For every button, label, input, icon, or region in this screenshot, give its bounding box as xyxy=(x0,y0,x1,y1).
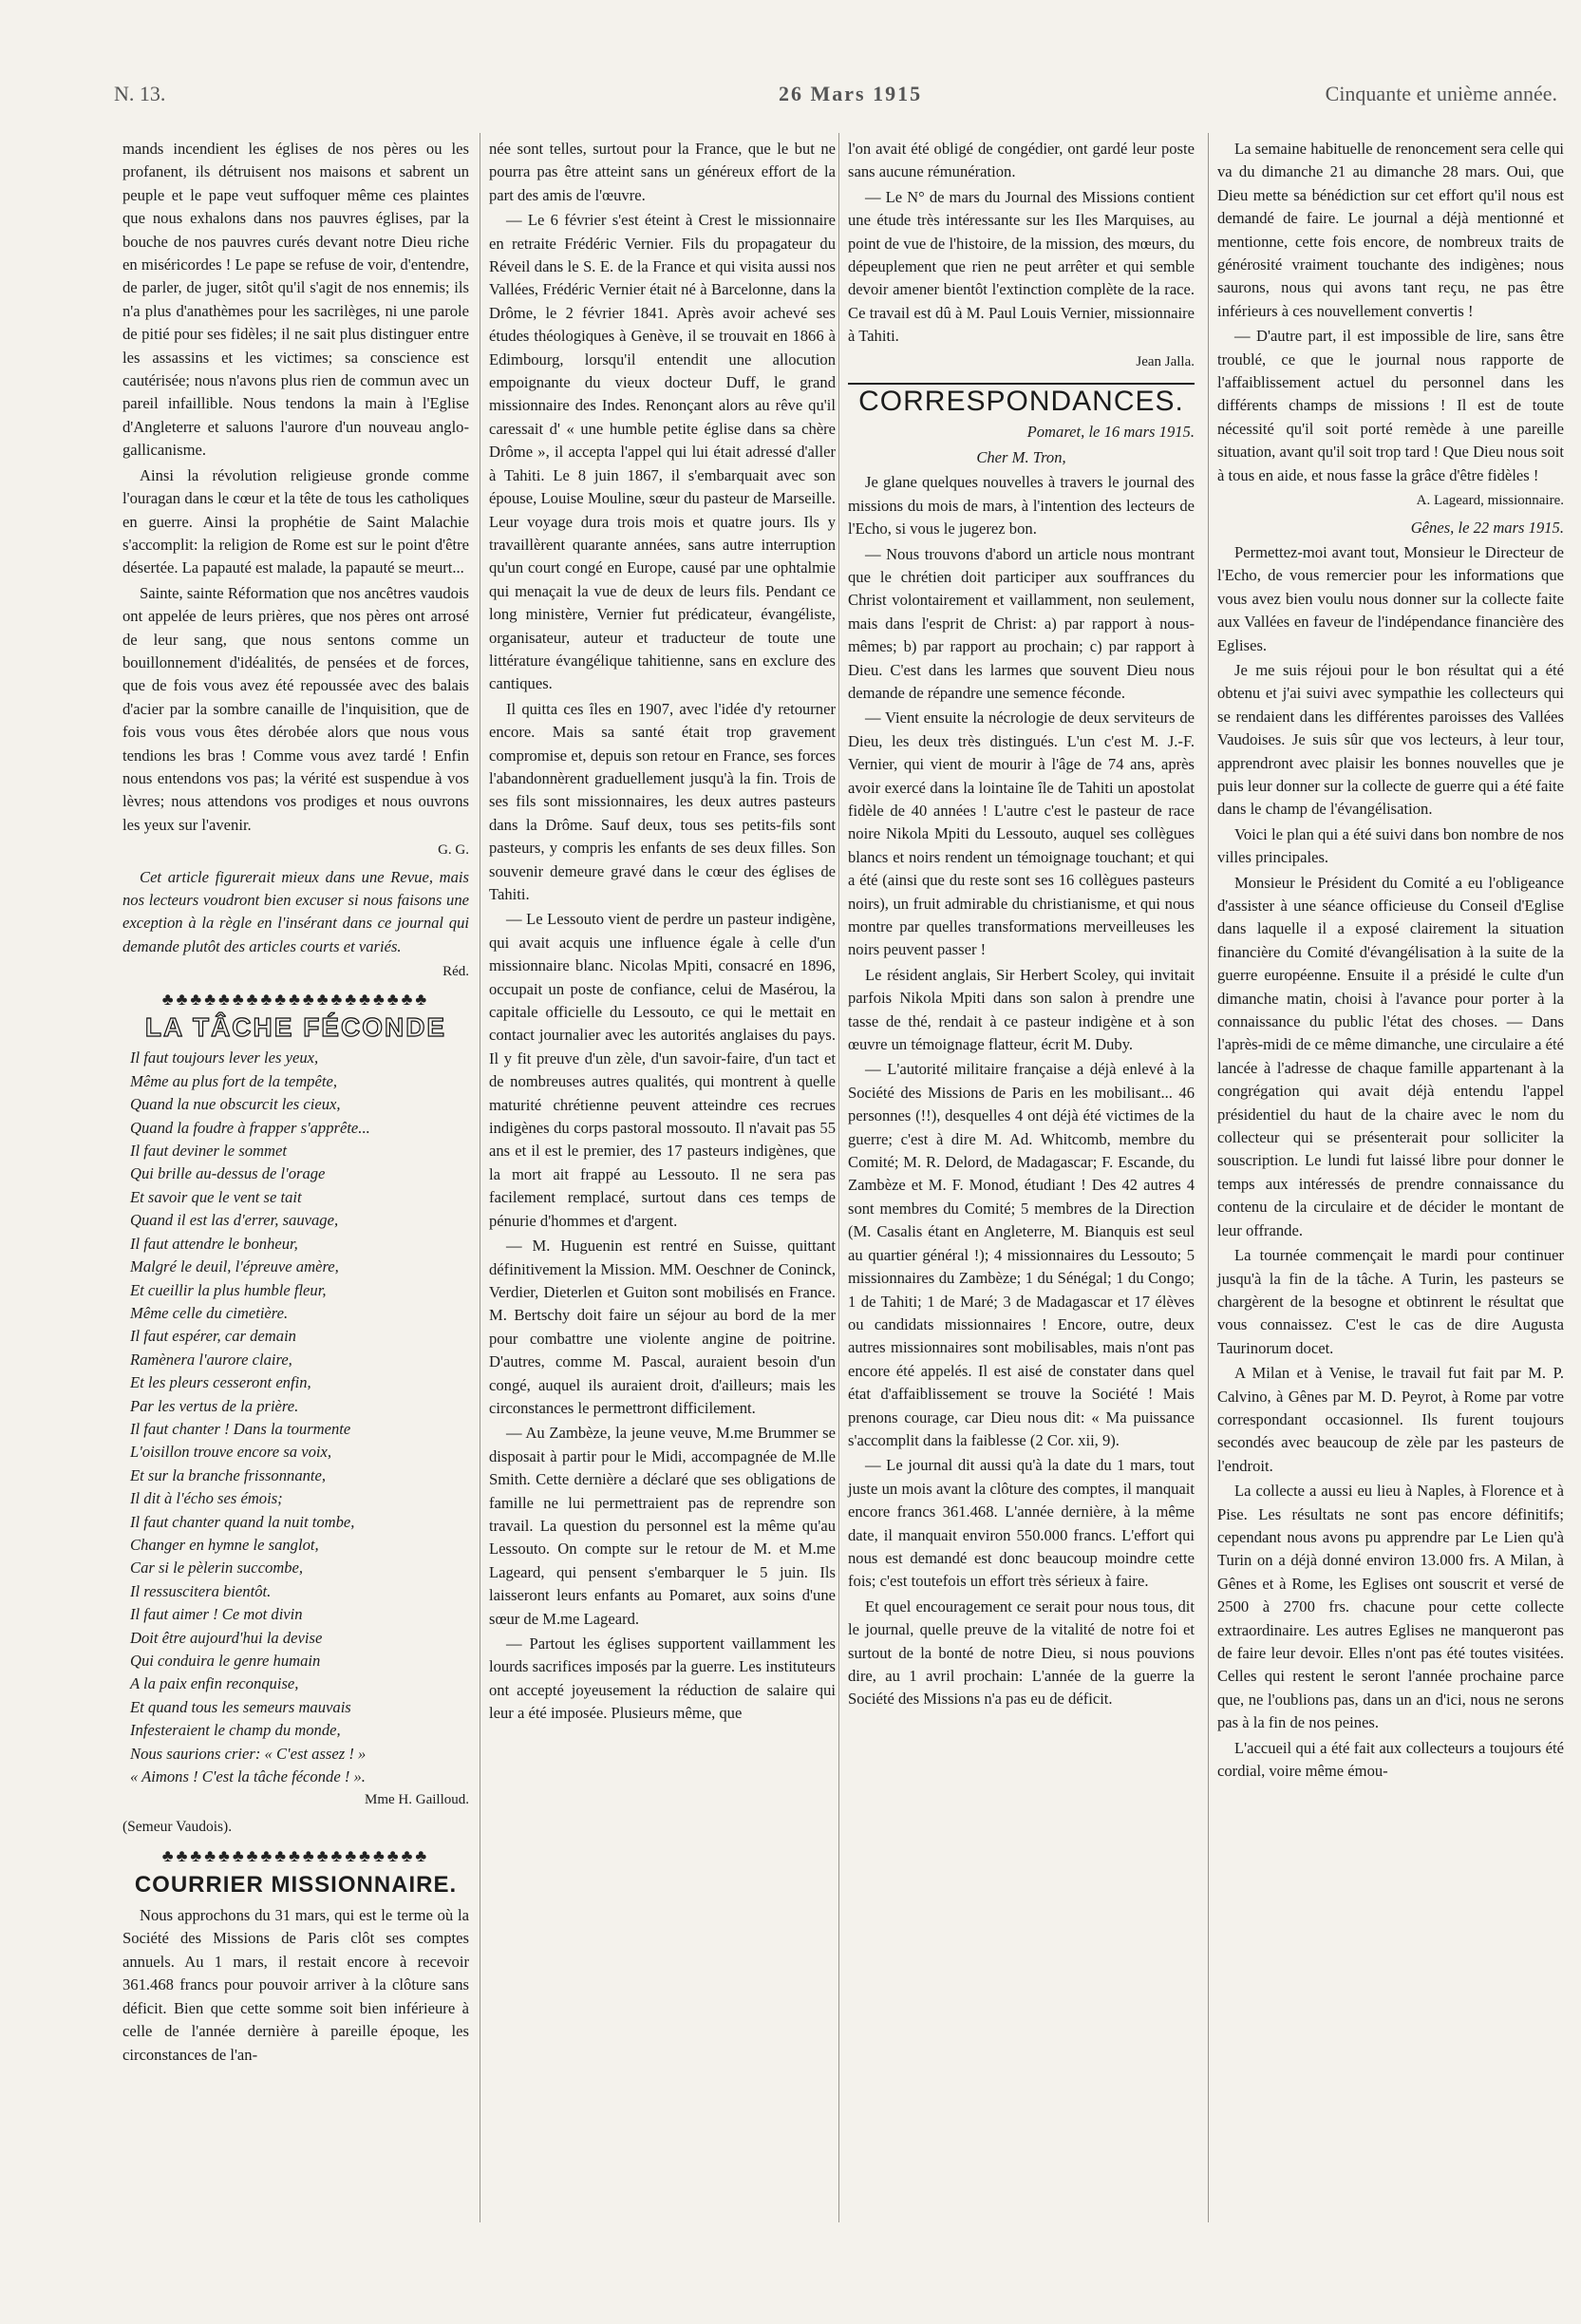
column-divider xyxy=(838,133,839,2222)
article-paragraph: Nous approchons du 31 mars, qui est le terme où la Société des Missions de Paris clôt ses comptes annuels. Au 1 mars, il restait encore à recevoir 361.468 francs pour pouvoir arriver à la clôture sans déficit. Bien que cette somme soit bien inférieure à celle de l'année dernière à pareille époque, les circonstances de l'an- xyxy=(122,1906,469,2064)
poem-line: Et quand tous les semeurs mauvais xyxy=(130,1697,351,1716)
poem-line: Il faut attendre le bonheur, xyxy=(130,1234,298,1253)
article-paragraph: Sainte, sainte Réformation que nos ancêtres vaudois ont appelée de leurs prières, que nos pères ont arrosé de leur sang, que nous sentons comme un bouillonnement d'idéalités, de pensées et de forces, que de fois vous avez été repoussée avec des balais d'acier par la sombre canaille de l'inquisition, que de fois vous vous êtes dérobée alors que nous vous tendions les bras ! Comme vous avez tardé ! Enfin nous entendons vos pas; la vérité est suspendue à vos lèvres; nous attendons vos prodiges et nous ouvrons les yeux sur l'avenir. xyxy=(122,583,469,834)
poem-line: Il faut toujours lever les yeux, xyxy=(130,1049,319,1068)
column-3 xyxy=(848,138,1195,1713)
article-paragraph: — M. Huguenin est rentré en Suisse, quittant définitivement la Mission. MM. Oeschner de Coninck, Verdier, Dieterlen et Guiton sont mobilisés en France. M. Bertschy doit faire un séjour au bord de la mer pour combattre une violente angine de poitrine. D'autres, comme M. Pascal, auraient besoin d'un congé, auquel ils auraient droit, d'ailleurs; mais les circonstances le permettront difficilement. xyxy=(489,1237,836,1417)
article-paragraph: née sont telles, surtout pour la France, que le but ne pourra pas être atteint sans un généreux effort de la part des amis de l'œuvre. xyxy=(489,140,836,204)
article-paragraph: Permettez-moi avant tout, Monsieur le Directeur de l'Echo, de vous remercier pour les informations que vous avez bien voulu nous donner sur la collecte faite aux Vallées en faveur de l'indépendance financière des Eglises. xyxy=(1217,542,1564,654)
article-paragraph: Je me suis réjoui pour le bon résultat qui a été obtenu et j'ai suivi avec sympathie les collecteurs qui se rendaient dans les différentes paroisses des Vallées Vaudoises. Je suis sûr que vos lecteurs, à leur tour, apprendront avec plaisir les bonnes nouvelles que je puis leur donner sur la collecte de guerre qui a été faite dans le champ de l'évangélisation. xyxy=(1217,660,1564,819)
poem-line: « Aimons ! C'est la tâche féconde ! ». xyxy=(130,1767,366,1786)
editor-signature: Réd. xyxy=(442,964,469,980)
ornament-divider: ♣♣♣♣♣♣♣♣♣♣♣♣♣♣♣♣♣♣♣ xyxy=(161,989,430,1009)
article-paragraph: — Partout les églises supportent vaillamment les lourds sacrifices imposés par la guerre. Les instituteurs ont accepté joyeusement la réduction de salaire qui leur a été imposée. Plusieurs même, que xyxy=(489,1634,836,1723)
article-paragraph: — Au Zambèze, la jeune veuve, M.me Brummer se disposait à partir pour le Midi, accompagnée de M.lle Smith. Cette dernière a déclaré que ses obligations de famille ne lui permettraient pas de reprendre son travail. La question du personnel est la même qu'au Lessouto. On compte sur le retour de M. et M.me Lageard, qui pensent s'embarquer le 5 juin. Ils laisseront leurs enfants au Pomaret, aux soins d'une sœur de M.me Lageard. xyxy=(489,1424,836,1628)
poem-line: L'oisillon trouve encore sa voix, xyxy=(130,1443,332,1462)
salutation: Cher M. Tron, xyxy=(976,447,1066,466)
poem-line: Et cueillir la plus humble fleur, xyxy=(130,1280,327,1299)
article-paragraph: Il quitta ces îles en 1907, avec l'idée d'y retourner encore. Mais sa santé était trop gravement compromise et, depuis son retour en France, ses forces l'abandonnèrent graduellement jusqu'à la fin. Trois de ses fils sont missionnaires, les deux autres pasteurs dans la Drôme. Sauf deux, tous ses petits-fils sont pasteurs, y compris les enfants de ses deux filles. Son souvenir demeure gravé dans le cœur des églises de Tahiti. xyxy=(489,699,836,903)
article-paragraph: — D'autre part, il est impossible de lire, sans être troublé, ce que le journal nous rapporte de l'affaiblissement actuel du personnel dans les différents champs de missions ! Il est de toute nécessité qu'il soit porté remède à une pareille situation, avant qu'il soit trop tard ! Que Dieu nous soit à tous en aide, et nous fasse la grâce d'être fidèles ! xyxy=(1217,327,1564,484)
article-paragraph: La tournée commençait le mardi pour continuer jusqu'à la fin de la tâche. A Turin, les pasteurs se chargèrent de la besogne et obtinrent le résultat que vous connaissez. C'est le cas de dire Augusta Taurinorum docet. xyxy=(1217,1246,1564,1357)
section-rule xyxy=(848,383,1195,385)
poem-line: Il faut deviner le sommet xyxy=(130,1142,287,1161)
poem-line: Nous saurions crier: « C'est assez ! » xyxy=(130,1744,367,1763)
poem-line: Même au plus fort de la tempête, xyxy=(130,1071,337,1090)
poem-line: Qui conduira le genre humain xyxy=(130,1652,321,1670)
poem-line: Par les vertus de la prière. xyxy=(130,1396,299,1415)
article-paragraph: Monsieur le Président du Comité a eu l'obligeance d'assister à une séance officieuse du Conseil d'Eglise dans laquelle il a exposé clairement la situation financière du Comité d'évangélisation à la suite de la guerre européenne. Ensuite il a présidé le culte d'un dimanche matin, choisi à l'avance pour porter à la connaissance du public l'état des choses. — Dans l'après-midi de ce même dimanche, une circulaire a été lancée à l'adresse de chaque famille appartenant à la congrégation qui avait déjà entendu l'appel présidentiel du haut de la chaire avec le nom du collecteur qui se présenterait pour solliciter la souscription. Le lundi fut laissé libre pour donner le temps aux intéressés de prendre connaissance du contenu de la circulaire et de décider le montant de leur offrande. xyxy=(1217,873,1564,1239)
poem-line: Et sur la branche frissonnante, xyxy=(130,1465,327,1484)
section-title-correspondances: CORRESPONDANCES. xyxy=(858,386,1184,418)
poem-line: Quand il est las d'errer, sauvage, xyxy=(130,1211,339,1230)
poem-line: Doit être aujourd'hui la devise xyxy=(130,1628,323,1647)
author-signature: G. G. xyxy=(438,842,469,859)
column-divider xyxy=(1208,133,1209,2222)
article-paragraph: — Le Lessouto vient de perdre un pasteur indigène, qui avait acquis une influence égale à celle d'un missionnaire blanc. Nicolas Mpiti, consacré en 1896, occupait un poste de confiance, celui de Masérou, la capitale officielle du Lessouto, ce qui le mettait en contact journalier avec les autorités anglaises du pays. Il y fit preuve d'un zèle, d'un savoir-faire, d'un tact et de nombreuses autres qualités, qui montrent à quelle maturité chrétienne peuvent atteindre ces recrues indigènes du corps pastoral mossouto. Il n'avait pas 55 ans et il est le premier, des 17 pasteurs indigènes, que la mort ait frappé au Lessouto. Il ne sera pas facilement remplacé, surtout dans ces temps de pénurie d'hommes et d'argent. xyxy=(489,910,836,1230)
author-signature: Jean Jalla. xyxy=(1136,353,1195,369)
column-4 xyxy=(1217,138,1564,1785)
author-signature: A. Lageard, missionnaire. xyxy=(1416,493,1564,509)
poem-line: Malgré le deuil, l'épreuve amère, xyxy=(130,1257,339,1276)
poem-line: Quand la foudre à frapper s'apprête... xyxy=(130,1118,370,1137)
poem-line: Il ressuscitera bientôt. xyxy=(130,1581,272,1600)
article-paragraph: Et quel encouragement ce serait pour nous tous, dit le journal, quelle preuve de la vitalité de notre foi et surtout de la bonté de notre Dieu, si nous pouvions dire, au 1 avril prochain: L'année de la guerre la Société des Missions n'a pas eu de déficit. xyxy=(848,1597,1195,1709)
poem-line: Qui brille au-dessus de l'orage xyxy=(130,1164,326,1183)
article-paragraph: A Milan et à Venise, le travail fut fait par M. P. Calvino, à Gênes par M. D. Peyrot, à Rome par votre correspondant occasionnel. Ils furent toujours secondés avec beaucoup de zèle par les pasteurs de l'endroit. xyxy=(1217,1364,1564,1475)
column-2 xyxy=(489,138,836,1728)
dateline: Gênes, le 22 mars 1915. xyxy=(1410,518,1564,537)
article-paragraph: — Nous trouvons d'abord un article nous montrant que le chrétien doit participer aux souffrances du Christ volontairement et vaillamment, non seulement, mais dans l'esprit de Christ: a) par rapport à nous-mêmes; b) par rapport au prochain; c) par rapport à Dieu. C'est dans les larmes que souvent Dieu nous demande de répandre une semence féconde. xyxy=(848,544,1195,702)
ornament-divider: ♣♣♣♣♣♣♣♣♣♣♣♣♣♣♣♣♣♣♣ xyxy=(161,1846,430,1866)
article-paragraph: — Le 6 février s'est éteint à Crest le missionnaire en retraite Frédéric Vernier. Fils du propagateur du Réveil dans le S. E. de la France et qui visita aussi nos Vallées, Frédéric Vernier était né à Barcelonne, dans la Drôme, le 2 février 1841. Après avoir achevé ses études théologiques à Genève, il se trouvait en 1866 à Edimbourg, lorsqu'il entendit une allocution empoignante du vieux docteur Duff, le grand missionnaire des Indes. Renonçant alors au rêve qu'il caressait d' « une humble petite église dans sa chère Drôme », il accepta l'appel qui lui était adressé d'aller à Tahiti. Le 8 juin 1867, il s'embarquait avec son épouse, Louise Mouline, sœur du pasteur de Marseille. Leur voyage dura trois mois et quatre jours. Ils y travaillèrent quarante années, sans autre interruption qu'un court congé en Europe, causé par une ophtalmie qui menaçait la vue de deux de leurs fils. Pendant ce long ministère, Vernier fut prédicateur, évangéliste, organisateur, auteur et traducteur de toute une littérature évangélique tahitienne, sans en exclure des cantiques. xyxy=(489,211,836,693)
article-paragraph: La semaine habituelle de renoncement sera celle qui va du dimanche 21 au dimanche 28 mars. Oui, que Dieu mette sa bénédiction sur cet effort qu'il nous est demandé de faire. Le journal a déjà mentionné et mentionne, cette fois encore, de nombreux traits de générosité vraiment touchante des indigènes; nous saurons, nous qui avons tant reçu, ne pas être inférieurs à ces nouvellement convertis ! xyxy=(1217,140,1564,320)
dateline: Pomaret, le 16 mars 1915. xyxy=(1026,423,1195,442)
article-paragraph: L'accueil qui a été fait aux collecteurs a toujours été cordial, voire même émou- xyxy=(1217,1738,1564,1781)
editor-note: Cet article figurerait mieux dans une Revue, mais nos lecteurs voudront bien excuser si nous faisons une exception à la règle en l'insérant dans ce journal qui demande plutôt des articles courts et variés. xyxy=(122,867,469,955)
poem-title: LA TÂCHE FÉCONDE xyxy=(144,1012,447,1043)
poem-source: (Semeur Vaudois). xyxy=(122,1818,233,1835)
poem-line: Et les pleurs cesseront enfin, xyxy=(130,1373,311,1392)
column-1 xyxy=(122,138,469,2069)
poem-line: Il faut chanter quand la nuit tombe, xyxy=(130,1512,355,1531)
section-title-courrier: COURRIER MISSIONNAIRE. xyxy=(134,1871,458,1898)
poem-line: Il faut chanter ! Dans la tourmente xyxy=(130,1419,351,1438)
article-paragraph: Le résident anglais, Sir Herbert Scoley, qui invitait parfois Nikola Mpiti dans son salon à prendre une tasse de thé, rendait à ce pasteur indigène et à son œuvre un témoignage flatteur, écrit M. Duby. xyxy=(848,965,1195,1054)
poem-line: Il dit à l'écho ses émois; xyxy=(130,1489,283,1508)
article-paragraph: Je glane quelques nouvelles à travers le journal des missions du mois de mars, à l'intention des lecteurs de l'Echo, si vous le jugerez bon. xyxy=(848,473,1195,538)
article-paragraph: — L'autorité militaire française a déjà enlevé à la Société des Missions de Paris en les mobilisant... 46 personnes (!!), desquelles 4 ont déjà été victimes de la guerre; c'est à dire M. Ad. Whitcomb, membre du Comité; M. R. Delord, de Madagascar; F. Escande, du Zambèze et M. F. Monod, étudiant ! Des 42 autres 4 sont membres du Comité; 5 membres de la Direction (M. Casalis étant en Angleterre, M. Bianquis est seul au quartier général !); 4 missionnaires du Lessouto; 5 missionnaires du Zambèze; 1 du Sénégal; 1 du Congo; 1 de Tahiti; 1 de Maré; 3 de Madagascar et 17 élèves ou candidats missionnaires ! Encore, outre, deux autres missionnaires sont mobilisables, mais n'ont pas encore été appelés. Il est aisé de constater dans quel état d'affaiblissement se trouve la Société ! Mais prenons courage, car Dieu nous dit: « Ma puissance s'accomplit dans la faiblesse (2 Cor. xii, 9). xyxy=(848,1060,1195,1449)
article-paragraph: l'on avait été obligé de congédier, ont gardé leur poste sans aucune rémunération. xyxy=(848,140,1195,181)
poem-line: Et savoir que le vent se tait xyxy=(130,1187,302,1206)
poem-line: Il faut aimer ! Ce mot divin xyxy=(130,1605,303,1624)
article-paragraph: Ainsi la révolution religieuse gronde comme l'ouragan dans le cœur et la tête de tous les catholiques en guerre. Ainsi la prophétie de Saint Malachie s'accomplit: la religion de Rome est sur le point d'être désertée. La papauté est malade, la papauté se meurt... xyxy=(122,465,469,577)
poem-line: Changer en hymne le sanglot, xyxy=(130,1535,319,1554)
article-paragraph: mands incendient les églises de nos pères ou les profanent, ils détruisent nos maisons et sabrent un peuple et le pape veut suffoquer même ces plaintes que nous exhalons dans nos pauvres églises, par la bouche de nos pauvres curés devant notre Dieu riche en miséricordes ! Le pape se refuse de voir, d'entendre, de parler, de juger, sitôt qu'il s'agit de nos ennemis; ils n'a plus d'anathèmes pour les sacrilèges, ni une parole de pitié pour ses fidèles; il ne sait plus distinguer entre les assassins et les victimes; sa conscience est cautérisée; nous n'avons plus rien de commun avec un pareil infaillible. Nous tendons la main à l'Eglise d'Angleterre et saluons l'aurore d'un nouveau anglo-gallicanisme. xyxy=(122,140,469,460)
poem-line: Même celle du cimetière. xyxy=(130,1303,289,1322)
article-paragraph: La collecte a aussi eu lieu à Naples, à Florence et à Pise. Les résultats ne sont pas encore définitifs; cependant nous avons pu apprendre par Le Lien qu'à Turin on a déjà donné environ 13.000 frs. A Milan, à Gênes et à Rome, les Eglises ont souscrit et versé de 2500 à 2700 frs. chacune pour cette collecte extraordinaire. Les autres Eglises ne manqueront pas de faire leur devoir. Elles n'ont pas été toutes visitées. Celles qui restent le seront l'année prochaine parce que, ne l'oublions pas, dans un an d'ici, nous ne serons pas à la fin de nos peines. xyxy=(1217,1482,1564,1732)
issue-number: N. 13. xyxy=(114,82,166,105)
poem-line: Infesteraient le champ du monde, xyxy=(130,1721,341,1740)
poem-author: Mme H. Gailloud. xyxy=(365,1792,469,1808)
article-paragraph: Voici le plan qui a été suivi dans bon nombre de nos villes principales. xyxy=(1217,824,1564,867)
publication-year: Cinquante et unième année. xyxy=(1325,82,1557,105)
issue-date: 26 Mars 1915 xyxy=(779,82,923,105)
poem xyxy=(122,1047,469,1788)
poem-line: Car si le pèlerin succombe, xyxy=(130,1559,304,1578)
page-header xyxy=(114,78,1557,110)
poem-line: Il faut espérer, car demain xyxy=(130,1327,296,1346)
article-paragraph: — Le journal dit aussi qu'à la date du 1 mars, tout juste un mois avant la clôture des comptes, il manquait encore francs 361.468. L'année dernière, à la même date, il manquait environ 550.000 francs. L'effort qui nous est demandé est donc beaucoup moindre cette fois; c'est toutefois un effort très sérieux à faire. xyxy=(848,1456,1195,1591)
poem-line: Ramènera l'aurore claire, xyxy=(130,1350,292,1369)
poem-line: Quand la nue obscurcit les cieux, xyxy=(130,1095,341,1114)
article-paragraph: — Vient ensuite la nécrologie de deux serviteurs de Dieu, les deux très distingués. L'un c'est M. J.-F. Vernier, qui vient de mourir à l'âge de 74 ans, après avoir exercé dans la lointaine île de Tahiti un apostolat fidèle de 40 années ! L'autre c'est le pasteur de race noire Nikola Mpiti du Lessouto, auquel ses collègues blancs et noirs rendent un témoignage touchant; et qui a été (ainsi que du reste sont ses 16 collègues pasteurs noirs), un fruit admirable du christianisme, et qui nous montre par quelles transformations merveilleuses les noirs peuvent passer ! xyxy=(848,709,1195,959)
article-paragraph: — Le N° de mars du Journal des Missions contient une étude très intéressante sur les Iles Marquises, au point de vue de l'histoire, de la mission, des mœurs, du dépeuplement que rien ne peut arrêter et qui semble devoir amener bientôt l'extinction complète de la race. Ce travail est dû à M. Paul Louis Vernier, missionnaire à Tahiti. xyxy=(848,187,1195,346)
poem-line: A la paix enfin reconquise, xyxy=(130,1674,299,1693)
